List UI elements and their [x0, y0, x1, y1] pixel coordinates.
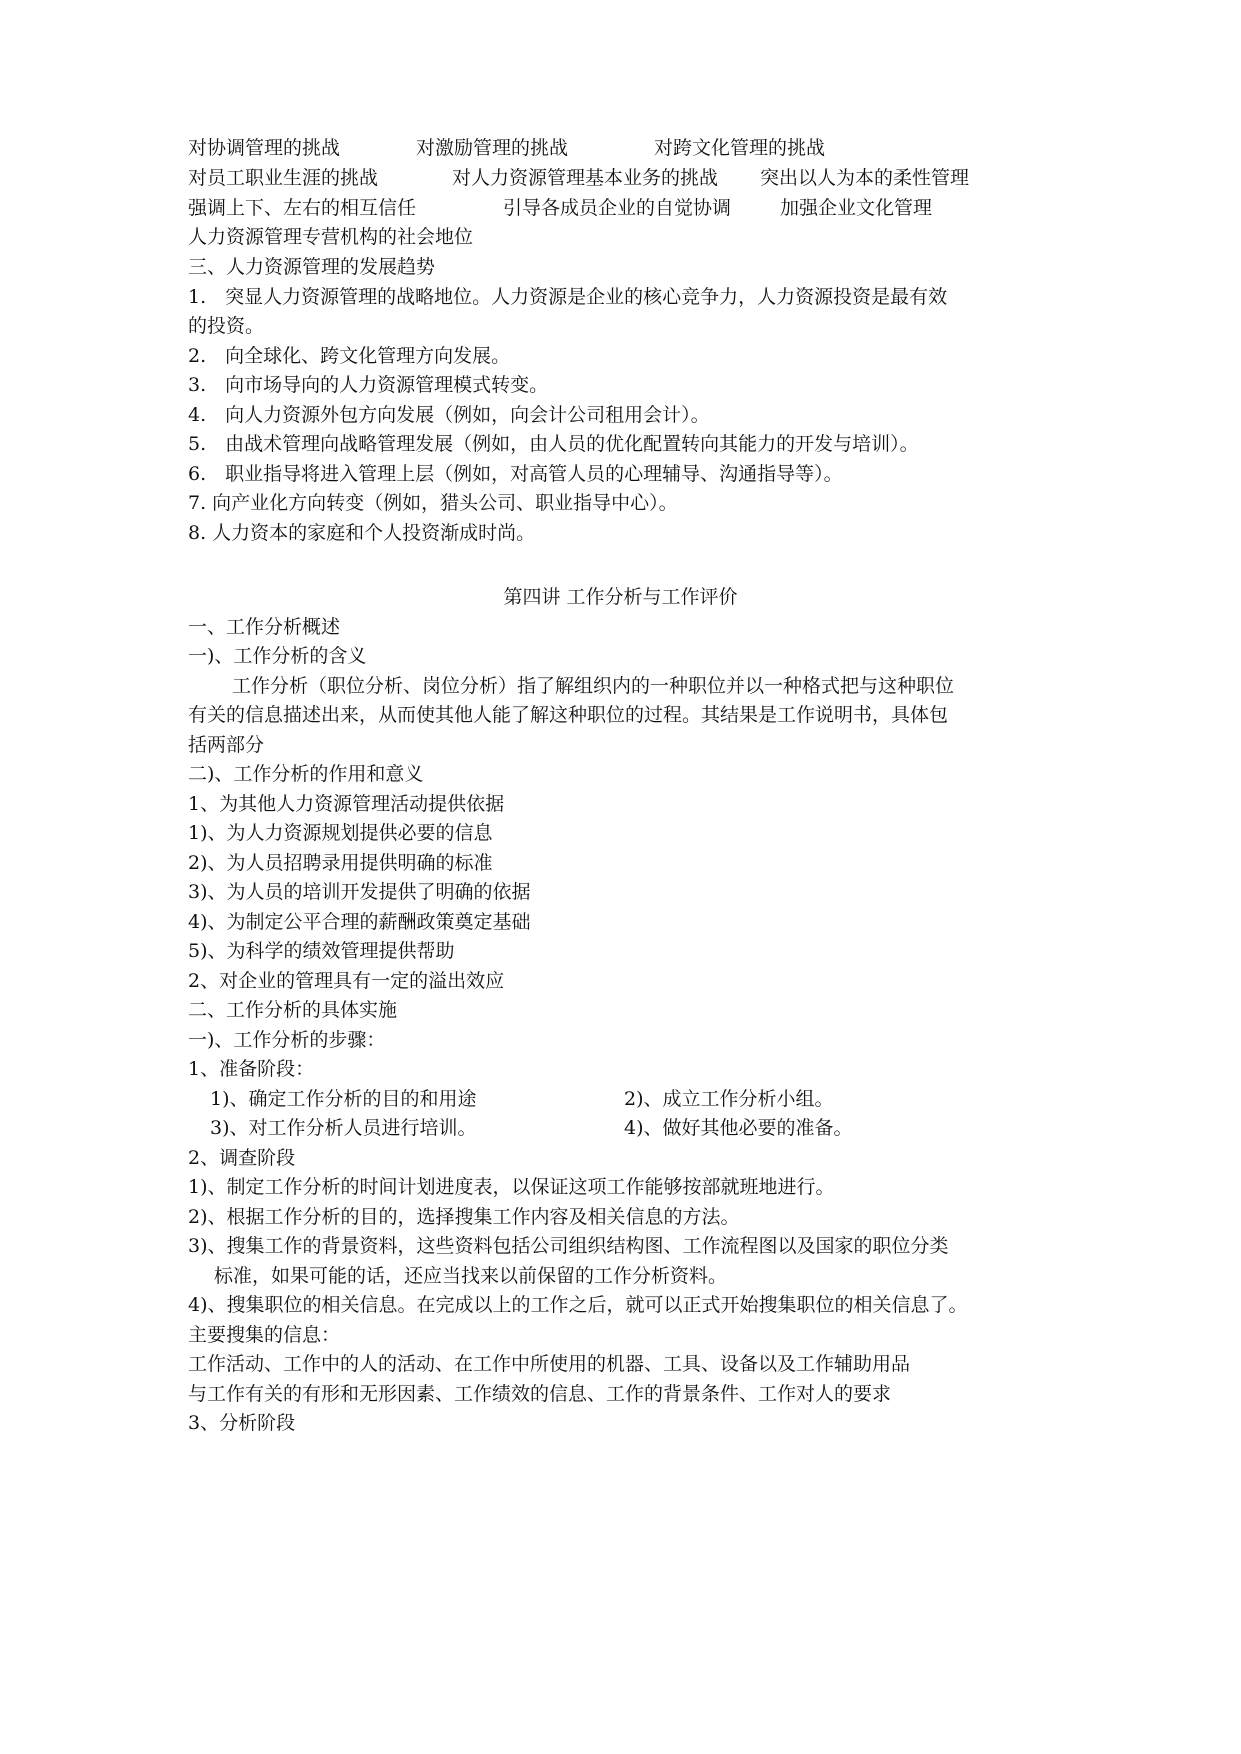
list-item: 1、为其他人力资源管理活动提供依据 — [188, 793, 505, 815]
challenge-row-2 — [188, 165, 1068, 191]
subsection-heading: 二)、工作分析的作用和意义 — [188, 763, 424, 785]
text-line: 与工作有关的有形和无形因素、工作绩效的信息、工作的背景条件、工作对人的要求 — [188, 1383, 892, 1405]
text-line: 的投资。 — [188, 315, 265, 337]
section-heading: 二、工作分析的具体实施 — [188, 999, 398, 1021]
prep-steps-row-2 — [210, 1115, 1090, 1141]
text-item: 对员工职业生涯的挑战 — [188, 167, 379, 189]
text-line: 人力资源管理专营机构的社会地位 — [188, 226, 474, 248]
list-item: 3、分析阶段 — [188, 1412, 296, 1434]
list-item: 4)、做好其他必要的准备。 — [624, 1117, 853, 1139]
list-item: 3. 向市场导向的人力资源管理模式转变。 — [188, 374, 549, 396]
subsection-heading: 一)、工作分析的含义 — [188, 645, 367, 667]
paragraph-line: 工作分析（职位分析、岗位分析）指了解组织内的一种职位并以一种格式把与这种职位 — [232, 675, 955, 697]
lecture-title: 第四讲 工作分析与工作评价 — [503, 586, 738, 608]
section-heading: 一、工作分析概述 — [188, 616, 341, 638]
list-item: 3)、为人员的培训开发提供了明确的依据 — [188, 881, 531, 903]
text-item: 对激励管理的挑战 — [416, 137, 569, 159]
prep-steps-row-1 — [210, 1086, 1090, 1112]
list-item: 2)、根据工作分析的目的，选择搜集工作内容及相关信息的方法。 — [188, 1206, 740, 1228]
text-item: 加强企业文化管理 — [780, 197, 933, 219]
list-item: 2. 向全球化、跨文化管理方向发展。 — [188, 345, 511, 367]
text-line: 工作活动、工作中的人的活动、在工作中所使用的机器、工具、设备以及工作辅助用品 — [188, 1353, 911, 1375]
list-item-continued: 标准，如果可能的话，还应当找来以前保留的工作分析资料。 — [214, 1265, 728, 1287]
list-item: 2、对企业的管理具有一定的溢出效应 — [188, 970, 505, 992]
challenge-row-3 — [188, 195, 1068, 221]
text-item: 对跨文化管理的挑战 — [654, 137, 826, 159]
challenge-row-1 — [188, 135, 1068, 161]
text-item: 突出以人为本的柔性管理 — [760, 167, 970, 189]
list-item: 1)、确定工作分析的目的和用途 — [210, 1088, 477, 1110]
list-item: 3)、对工作分析人员进行培训。 — [210, 1117, 477, 1139]
list-item: 4. 向人力资源外包方向发展（例如，向会计公司租用会计）。 — [188, 404, 710, 426]
list-item: 2、调查阶段 — [188, 1147, 296, 1169]
list-item: 7. 向产业化方向转变（例如，猎头公司、职业指导中心）。 — [188, 492, 678, 514]
text-item: 强调上下、左右的相互信任 — [188, 197, 417, 219]
list-item: 1)、制定工作分析的时间计划进度表，以保证这项工作能够按部就班地进行。 — [188, 1176, 835, 1198]
text-item: 对人力资源管理基本业务的挑战 — [452, 167, 719, 189]
list-item: 1、准备阶段： — [188, 1058, 315, 1080]
list-item: 1. 突显人力资源管理的战略地位。人力资源是企业的核心竞争力，人力资源投资是最有效 — [188, 286, 948, 308]
list-item: 1)、为人力资源规划提供必要的信息 — [188, 822, 493, 844]
list-item: 5)、为科学的绩效管理提供帮助 — [188, 940, 455, 962]
text-line: 主要搜集的信息： — [188, 1324, 341, 1346]
subsection-heading: 一)、工作分析的步骤： — [188, 1029, 386, 1051]
list-item: 2)、成立工作分析小组。 — [624, 1088, 834, 1110]
text-item: 引导各成员企业的自觉协调 — [503, 197, 732, 219]
section-heading: 三、人力资源管理的发展趋势 — [188, 256, 436, 278]
list-item: 2)、为人员招聘录用提供明确的标准 — [188, 852, 493, 874]
list-item: 3)、搜集工作的背景资料，这些资料包括公司组织结构图、工作流程图以及国家的职位分类 — [188, 1235, 949, 1257]
text-item: 对协调管理的挑战 — [188, 137, 341, 159]
paragraph-line: 括两部分 — [188, 734, 265, 756]
list-item: 8. 人力资本的家庭和个人投资渐成时尚。 — [188, 522, 536, 544]
paragraph-line: 有关的信息描述出来，从而使其他人能了解这种职位的过程。其结果是工作说明书，具体包 — [188, 704, 949, 726]
list-item: 6. 职业指导将进入管理上层（例如，对高管人员的心理辅导、沟通指导等）。 — [188, 463, 843, 485]
list-item: 4)、为制定公平合理的薪酬政策奠定基础 — [188, 911, 531, 933]
list-item: 5. 由战术管理向战略管理发展（例如，由人员的优化配置转向其能力的开发与培训）。 — [188, 433, 919, 455]
list-item: 4)、搜集职位的相关信息。在完成以上的工作之后，就可以正式开始搜集职位的相关信息了。 — [188, 1294, 968, 1316]
